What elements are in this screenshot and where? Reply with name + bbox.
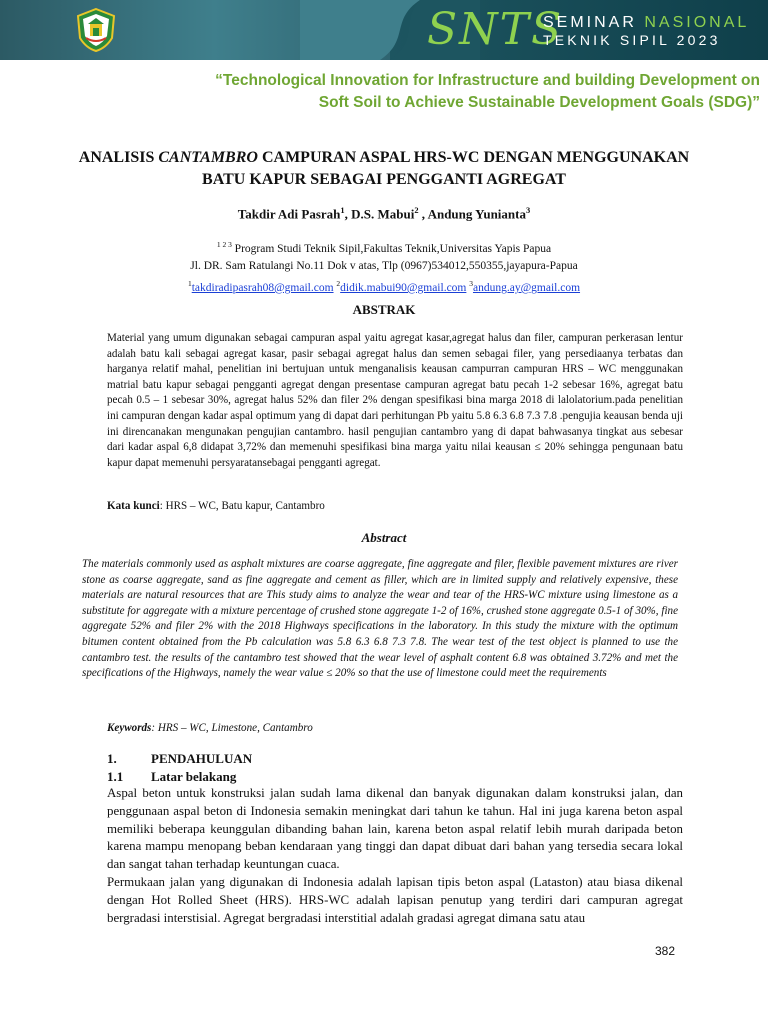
abstract-heading: Abstract <box>361 530 407 545</box>
keywords <box>107 722 683 734</box>
section-1-1-title: Latar belakang <box>151 769 237 784</box>
snts-brand-mark: SNTS <box>427 4 564 55</box>
email-line <box>60 275 708 297</box>
keywords-label: Keywords <box>107 722 152 734</box>
author-3-sup: 3 <box>525 205 531 215</box>
abstrak-heading: ABSTRAK <box>352 302 416 317</box>
author-2: , D.S. Mabui <box>344 206 415 222</box>
paragraph-2: Permukaan jalan yang digunakan di Indonesia adalah lapisan tipis beton aspal (Lataston) atau biasa dikenal dengan Hot Rolled Sheet (HRS). HRS-WC adalah lapisan penutup yang terdiri dari campuran agregat bergradasi interstisial. Agregat bergradasi interstitial adalah gradasi agregat dimana satu atau <box>107 874 683 925</box>
email-1-sup: 1 <box>187 278 192 288</box>
email-link-2[interactable]: didik.mabui90@gmail.com <box>340 281 467 294</box>
page-number: 382 <box>655 944 676 958</box>
body-text <box>107 785 683 927</box>
affiliation-sup: 1 2 3 <box>216 240 232 249</box>
email-link-3[interactable]: andung.ay@gmail.com <box>472 281 581 294</box>
paragraph-1: Aspal beton untuk konstruksi jalan sudah lama dikenal dan banyak digunakan dalam konstruksi jalan, dan penggunaan aspal beton di Indonesia semakin meningkat dari tahun ke tahun. Hal ini juga karena beton aspal memiliki beberapa keunggulan dibanding bahan lain, karena beton aspal relatif lebih murah daripada beton karena mampu menopang beban kendaraan yang tinggi dan dapat dibuat dari bahan yang tersedia secara lokal dan sangat tahan terhadap keuntungan cuaca. <box>107 786 683 872</box>
section-heading-1-1 <box>107 769 236 785</box>
author-3: , Andung Yunianta <box>418 206 526 222</box>
section-1-number: 1. <box>107 751 117 766</box>
title-italic-word: CANTAMBRO <box>158 149 258 166</box>
seminar-word: SEMINAR <box>543 14 637 31</box>
seminar-nasional-label <box>543 14 749 32</box>
section-heading-1 <box>107 751 252 767</box>
affiliation-block <box>60 236 708 297</box>
abstrak-body: Material yang umum digunakan sebagai campuran aspal yaitu agregat kasar,agregat halus dan filer, campuran perkerasan lentur adalah batu kali sebagai agregat kasar, pasir sebagai agregat halus dan semen sebagai filer, yang persediaanya terbatas dan harganya relatif mahal, penelitian ini bertujuan untuk menganalisis keausan campurran campuran HRS – WC menggunakan matrial batu kapur sebagai pengganti agregat dengan presentase campuran agregat batu pecah 1-2 sebesar 16%, agregat batu pecah 0.5 – 1 sebesar 30%, agregat halus 52% dan filer 2% dengan spesifikasi bina marga 2018 di lalolatorium.pada penelitian ini campuran dengan kadar aspal optimum yang di dapat dari perhitungan Pb yaitu 5.8 6.3 6.8 7.3 7.8 .pengujia keausan benda uji ini direncanakan mengunakan pengujian cantambro. hasil pengujian cantambro yang di dapat bahwasanya tingkat aus sebesar dari kadar aspal 6,8 didapat 3,72% dan memenuhi spesifikasi bina marga yaitu nilai keausan ≤ 20% sehingga pengunaan batu kapur dapat memenuhi persyaratansebagai pengganti agregat. <box>107 332 683 469</box>
nasional-word: NASIONAL <box>644 14 750 31</box>
author-list <box>60 205 708 222</box>
abstract-body: The materials commonly used as asphalt mixtures are coarse aggregate, fine aggregate and filer, flexible pavement mixtures are river stone as coarse aggregate, sand as fine aggregate and cement as filler, which are in limited supply and relatively expensive, these materials are natural resources that are This study aims to analyze the wear and tear of the HRS-WC mixture using limestone as a substitute for aggregate with a mixture percentage of crushed stone aggregate 1-2 of 16%, crushed stone aggregate 0.5-1 of 30%, fine aggregate 52% and filer 2% with the 2018 Highways specifications in the laboratory. In this study the mixture with the optimum bitumen content obtained from the Pb calculation was 5.8 6.3 6.8 7.3 7.8. The wear test of the test object is planned to use the cantambro test. the results of the cantambro test showed that the wear level of asphalt content 6.8 was obtained 3.72% and met the specifications of the Highways, namely the wear value ≤ 20% so that the use of limestone could meet the requirements <box>82 558 678 680</box>
section-1-1-number: 1.1 <box>107 769 124 784</box>
email-2-sup: 2 <box>336 278 341 288</box>
affiliation-text: Program Studi Teknik Sipil,Fakultas Teknik,Universitas Yapis Papua <box>231 242 552 255</box>
header-banner <box>0 0 768 60</box>
paper-title <box>60 147 708 191</box>
kata-kunci-value: : HRS – WC, Batu kapur, Cantambro <box>159 500 325 512</box>
keywords-value: : HRS – WC, Limestone, Cantambro <box>151 722 313 734</box>
conference-theme: “Technological Innovation for Infrastructure and building Development on Soft Soil to Achieve Sustainable Development Goals (SDG)” <box>215 72 760 111</box>
affiliation-line-1 <box>60 236 708 258</box>
title-part1: ANALISIS <box>78 149 159 166</box>
author-1-sup: 1 <box>340 205 345 215</box>
email-3-sup: 3 <box>469 278 473 288</box>
author-2-sup: 2 <box>414 205 419 215</box>
teknik-sipil-label: TEKNIK SIPIL 2023 <box>543 32 721 48</box>
section-1-title: PENDAHULUAN <box>151 751 253 766</box>
author-1: Takdir Adi Pasrah <box>237 206 341 222</box>
university-logo-icon <box>76 8 116 52</box>
email-link-1[interactable]: takdiradipasrah08@gmail.com <box>191 281 334 294</box>
title-part2: CAMPURAN ASPAL HRS-WC DENGAN MENGGUNAKAN BATU KAPUR SEBAGAI PENGGANTI AGREGAT <box>202 149 690 188</box>
kata-kunci-label: Kata kunci <box>107 500 160 512</box>
affiliation-line-2: Jl. DR. Sam Ratulangi No.11 Dok v atas, Tlp (0967)534012,550355,jayapura-Papua <box>190 259 578 272</box>
kata-kunci <box>107 500 683 512</box>
